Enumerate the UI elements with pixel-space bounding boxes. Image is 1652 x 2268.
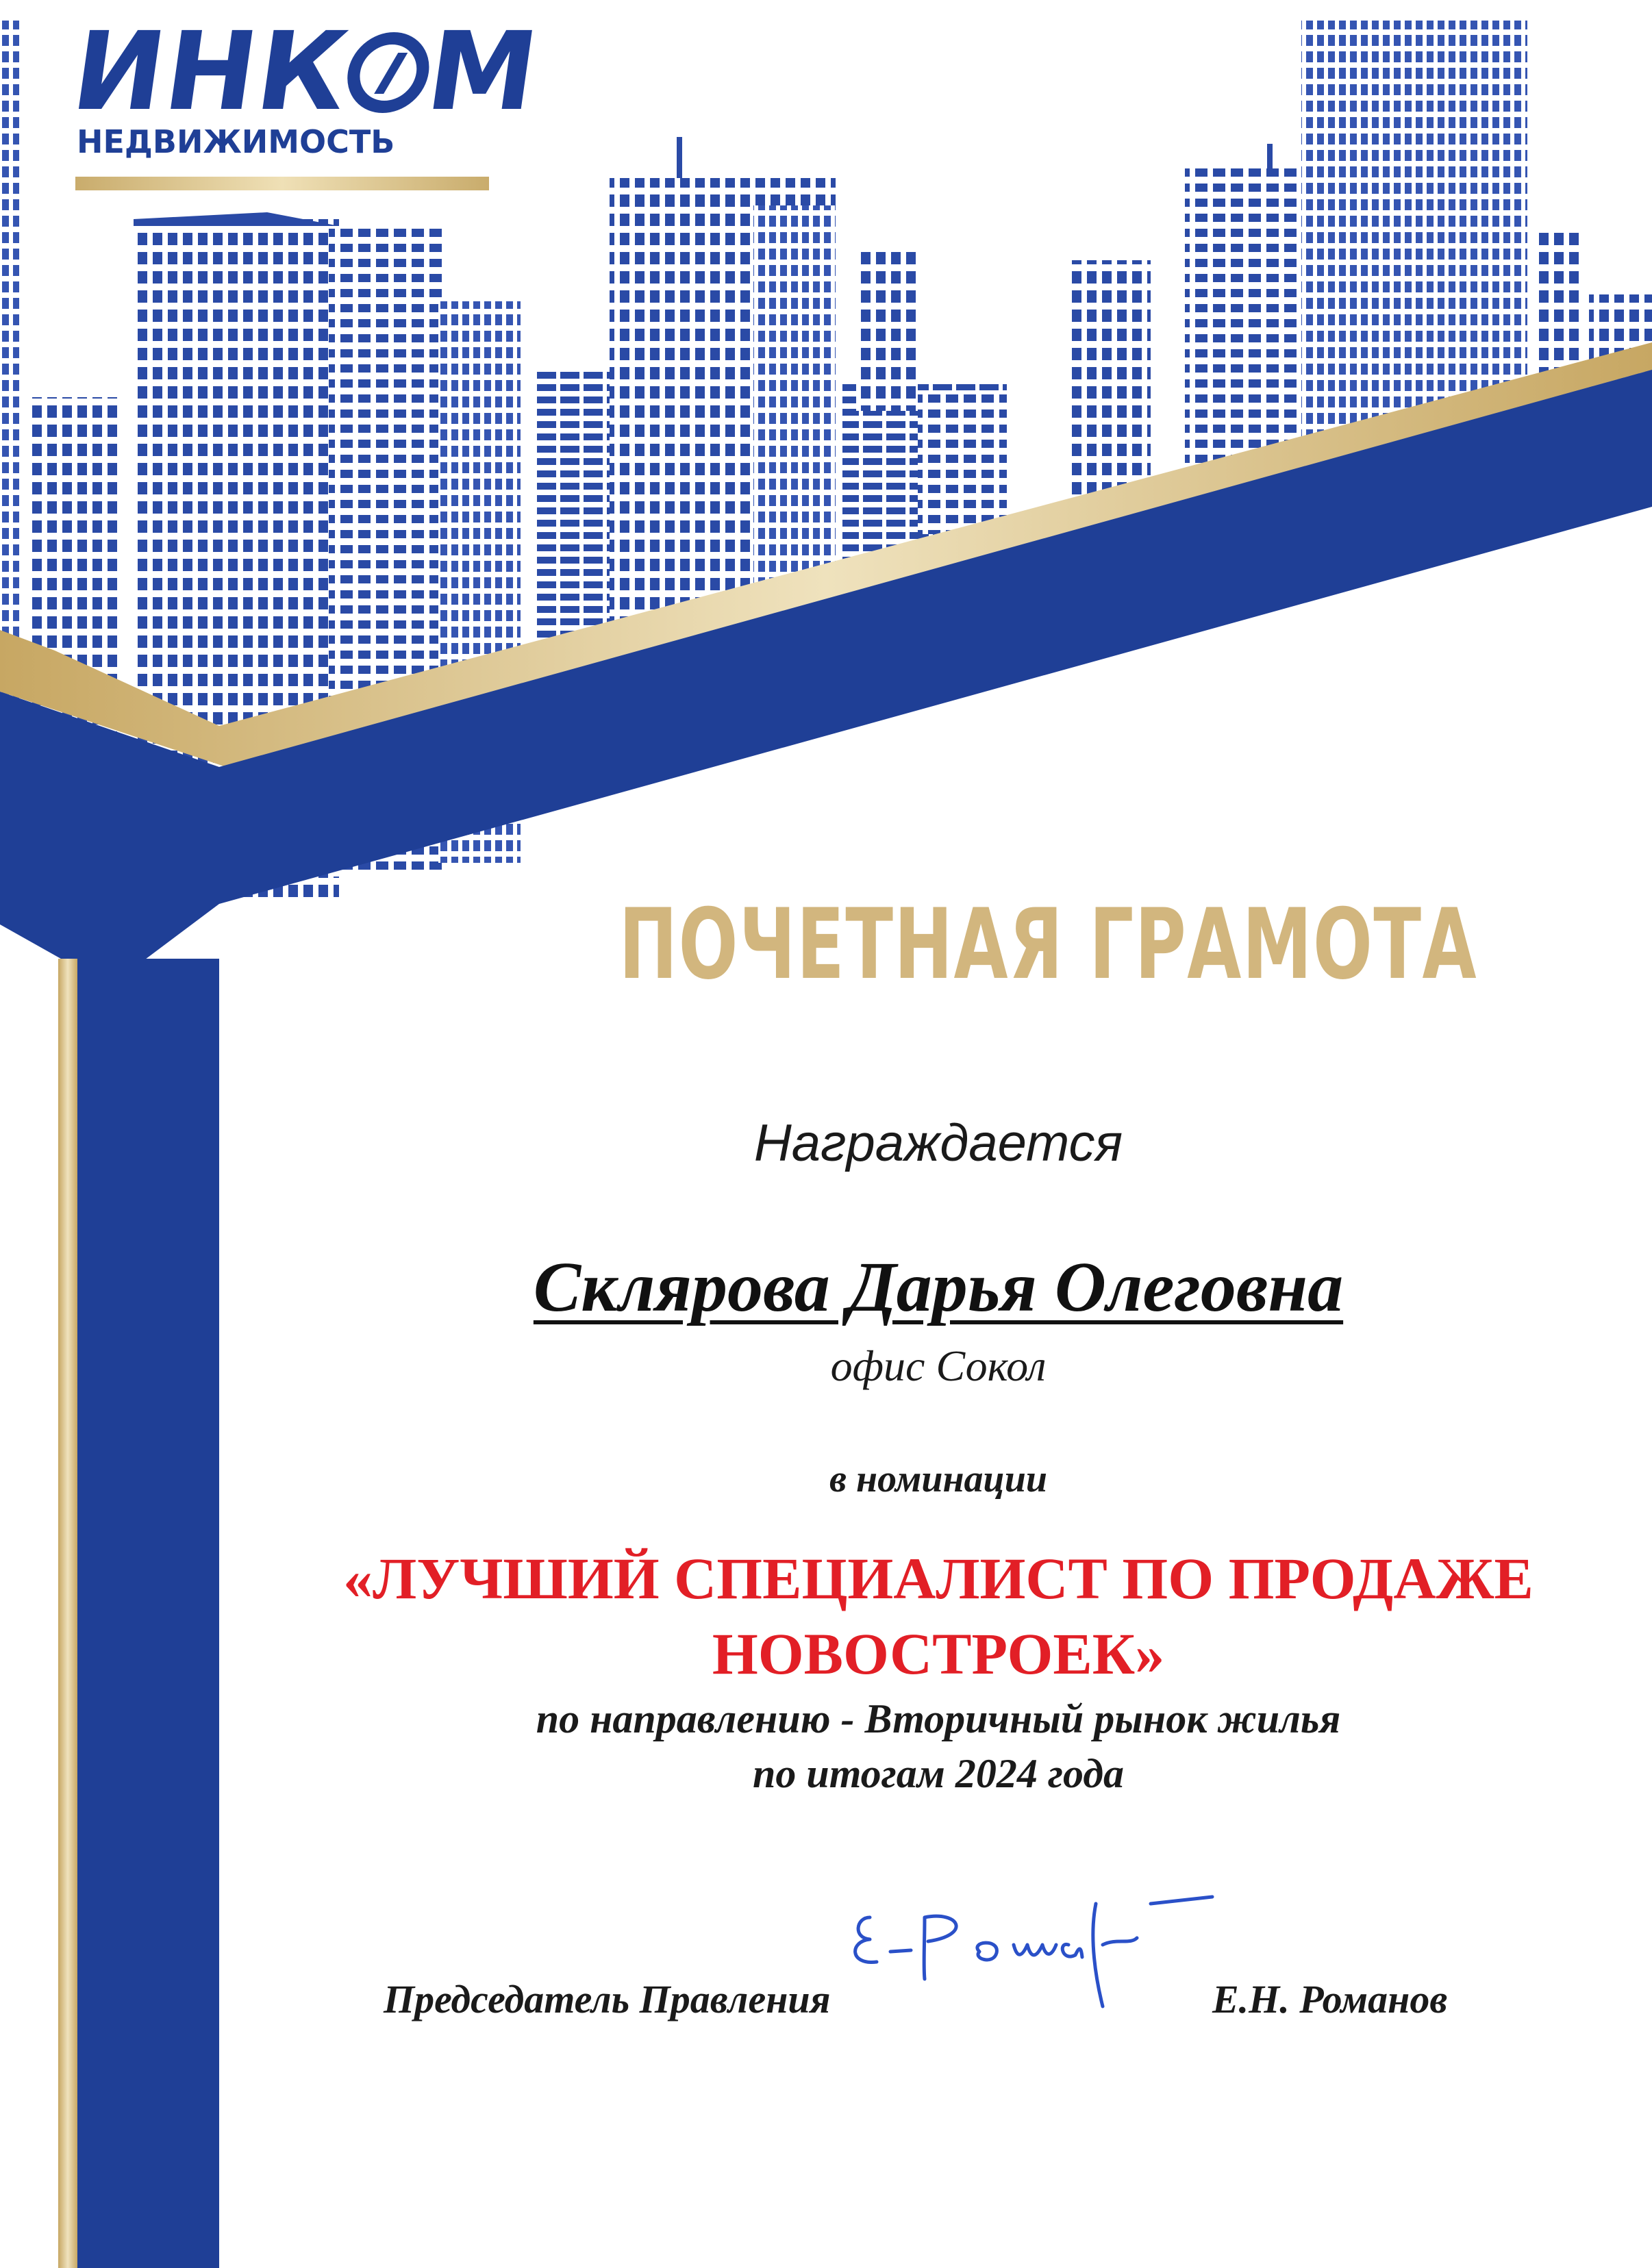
signatory-position: Председатель Правления xyxy=(384,1977,831,2021)
nomination-title-line-1: «ЛУЧШИЙ СПЕЦИАЛИСТ ПО ПРОДАЖЕ xyxy=(343,1546,1534,1611)
logo-o-icon xyxy=(342,32,434,113)
awarded-label: Награждается xyxy=(753,1114,1123,1172)
logo-wordmark: ИНК М xyxy=(65,9,547,135)
recipient-office: офис Сокол xyxy=(830,1341,1047,1390)
blue-left-column xyxy=(75,959,219,2268)
recipient-name: Склярова Дарья Олеговна xyxy=(533,1248,1344,1326)
logo-subtitle: НЕДВИЖИМОСТЬ xyxy=(77,123,395,160)
certificate-title: ПОЧЕТНАЯ ГРАМОТА xyxy=(618,888,1478,1001)
nomination-title-line-2: НОВОСТРОЕК» xyxy=(712,1621,1165,1687)
nomination-direction: по направлению - Вторичный рынок жилья xyxy=(536,1696,1341,1741)
nomination-period: по итогам 2024 года xyxy=(753,1751,1124,1796)
signatory-name: Е.Н. Романов xyxy=(1212,1977,1448,2021)
handwritten-signature xyxy=(842,1876,1226,2013)
nomination-label: в номинации xyxy=(829,1458,1047,1500)
logo-gold-bar xyxy=(75,177,489,190)
